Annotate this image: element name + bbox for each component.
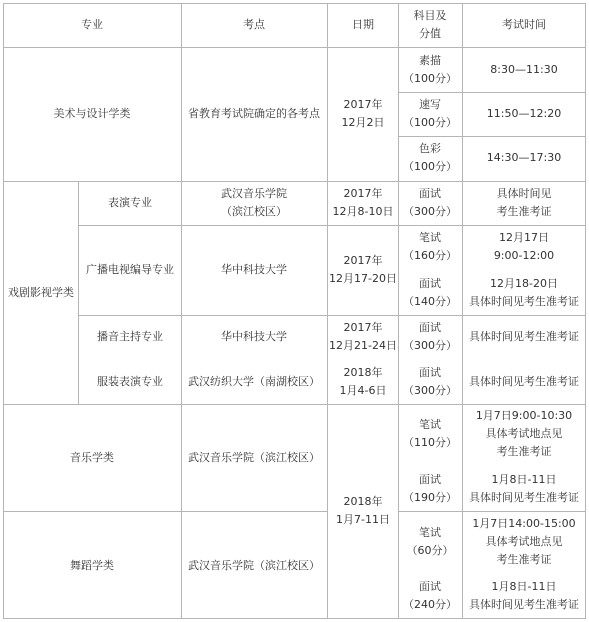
art-subject-quick-sketch	[403, 96, 457, 132]
dance-time2-line1: 1月8日-11日	[491, 580, 557, 593]
costume-performance-date-line2: 1月4-6日	[339, 384, 387, 397]
broadcast-directing-time2-line2: 具体时间见考生准考证	[469, 295, 579, 308]
broadcast-directing-time2	[469, 275, 579, 311]
art-time-color: 14:30—17:30	[486, 151, 562, 164]
performance-date-line1: 2017年	[343, 187, 383, 200]
art-subject-color-name: 色彩	[419, 142, 441, 155]
broadcast-directing-time1	[494, 229, 554, 265]
music-interview-name: 面试	[419, 473, 441, 486]
dance-time1-line2: 具体考试地点见	[485, 535, 563, 548]
costume-performance-date	[340, 364, 387, 400]
header-date: 日期	[352, 18, 374, 31]
broadcast-directing-written-name: 笔试	[419, 231, 441, 244]
dance-time2	[469, 578, 579, 614]
broadcast-directing-time2-line1: 12月18-20日	[490, 277, 558, 290]
music-dance-date	[336, 493, 390, 529]
header-subject-line1: 科目及	[413, 9, 447, 22]
music-dance-date-line2: 1月7-11日	[336, 513, 390, 526]
music-written	[403, 416, 457, 452]
performance-venue	[221, 185, 287, 221]
art-design-date	[342, 96, 385, 132]
costume-performance-subject-score: （300分）	[403, 384, 457, 397]
music-written-name: 笔试	[419, 418, 441, 431]
music-time1-line1: 1月7日9:00-10:30	[475, 409, 573, 422]
performance-major: 表演专业	[108, 196, 152, 209]
dance-time1-line1: 1月7日14:00-15:00	[472, 517, 576, 530]
art-subject-sketch	[403, 52, 457, 88]
dance-time1-line3: 考生准考证	[496, 553, 552, 566]
broadcast-directing-written-score: （160分）	[403, 249, 457, 262]
music-time1-line2: 具体考试地点见	[485, 427, 563, 440]
art-subject-quick-sketch-score: （100分）	[403, 116, 457, 129]
dance-written-name: 笔试	[419, 526, 441, 539]
performance-subject	[403, 185, 457, 221]
art-subject-color-score: （100分）	[403, 160, 457, 173]
header-exam-time: 考试时间	[502, 18, 546, 31]
announcing-hosting-subject-name: 面试	[419, 321, 441, 334]
broadcast-directing-interview-score: （140分）	[403, 295, 457, 308]
dance-interview	[403, 578, 457, 614]
music-venue: 武汉音乐学院（滨江校区）	[188, 451, 320, 464]
header-subject-score	[414, 7, 447, 43]
music-interview	[403, 471, 457, 507]
costume-performance-subject	[403, 364, 457, 400]
broadcast-directing-date-line2: 12月17-20日	[329, 272, 397, 285]
music-major: 音乐学类	[70, 451, 114, 464]
announcing-hosting-time: 具体时间见考生准考证	[469, 330, 579, 343]
announcing-hosting-venue: 华中科技大学	[221, 330, 287, 343]
broadcast-directing-major: 广播电视编导专业	[86, 263, 174, 276]
announcing-hosting-major: 播音主持专业	[97, 330, 163, 343]
broadcast-directing-time1-line2: 9:00-12:00	[493, 249, 555, 262]
performance-date-line2: 12月8-10日	[332, 205, 394, 218]
dance-venue: 武汉音乐学院（滨江校区）	[188, 559, 320, 572]
announcing-hosting-subject	[403, 319, 457, 355]
broadcast-directing-interview-name: 面试	[419, 277, 441, 290]
dance-written-score: （60分）	[406, 544, 454, 557]
performance-venue-line2: （滨江校区）	[221, 205, 287, 218]
performance-subject-name: 面试	[419, 187, 441, 200]
art-subject-quick-sketch-name: 速写	[419, 98, 441, 111]
dance-major: 舞蹈学类	[70, 559, 114, 572]
drama-category: 戏剧影视学类	[8, 286, 74, 299]
performance-time	[497, 185, 552, 221]
announcing-hosting-subject-score: （300分）	[403, 339, 457, 352]
performance-subject-score: （300分）	[403, 205, 457, 218]
broadcast-directing-interview	[403, 275, 457, 311]
broadcast-directing-written	[403, 229, 457, 265]
costume-performance-venue: 武汉纺织大学（南湖校区）	[188, 375, 320, 388]
music-dance-date-line1: 2018年	[343, 495, 383, 508]
broadcast-directing-date	[329, 252, 397, 288]
performance-time-line1: 具体时间见	[496, 187, 552, 200]
art-subject-sketch-score: （100分）	[403, 72, 457, 85]
dance-interview-name: 面试	[419, 580, 441, 593]
art-subject-sketch-name: 素描	[419, 54, 441, 67]
performance-time-line2: 考生准考证	[496, 205, 552, 218]
music-written-score: （110分）	[403, 436, 457, 449]
performance-venue-line1: 武汉音乐学院	[221, 187, 287, 200]
art-design-venue: 省教育考试院确定的各考点	[188, 107, 320, 120]
performance-date	[333, 185, 394, 221]
broadcast-directing-time1-line1: 12月17日	[499, 231, 549, 244]
music-time1-line3: 考生准考证	[496, 445, 552, 458]
announcing-hosting-date	[329, 319, 397, 355]
music-time1	[476, 407, 572, 461]
dance-interview-score: （240分）	[403, 598, 457, 611]
header-subject-line2: 分值	[419, 27, 441, 40]
music-time2	[469, 471, 579, 507]
broadcast-directing-date-line1: 2017年	[343, 254, 383, 267]
costume-performance-time: 具体时间见考生准考证	[469, 375, 579, 388]
broadcast-directing-venue: 华中科技大学	[221, 263, 287, 276]
announcing-hosting-date-line1: 2017年	[343, 321, 383, 334]
costume-performance-date-line1: 2018年	[343, 366, 383, 379]
music-time2-line1: 1月8日-11日	[491, 473, 557, 486]
announcing-hosting-date-line2: 12月21-24日	[329, 339, 397, 352]
costume-performance-subject-name: 面试	[419, 366, 441, 379]
art-time-quick-sketch: 11:50—12:20	[486, 107, 562, 120]
header-major: 专业	[81, 18, 103, 31]
dance-written	[407, 524, 454, 560]
dance-time2-line2: 具体时间见考生准考证	[469, 598, 579, 611]
art-subject-color	[403, 140, 457, 176]
art-design-date-line1: 2017年	[343, 98, 383, 111]
art-time-sketch: 8:30—11:30	[490, 63, 558, 76]
dance-time1	[472, 515, 575, 569]
music-time2-line2: 具体时间见考生准考证	[469, 491, 579, 504]
costume-performance-major: 服装表演专业	[97, 375, 163, 388]
music-interview-score: （190分）	[403, 491, 457, 504]
header-venue: 考点	[243, 18, 265, 31]
art-design-date-line2: 12月2日	[341, 116, 385, 129]
art-design-major: 美术与设计学类	[53, 107, 131, 120]
